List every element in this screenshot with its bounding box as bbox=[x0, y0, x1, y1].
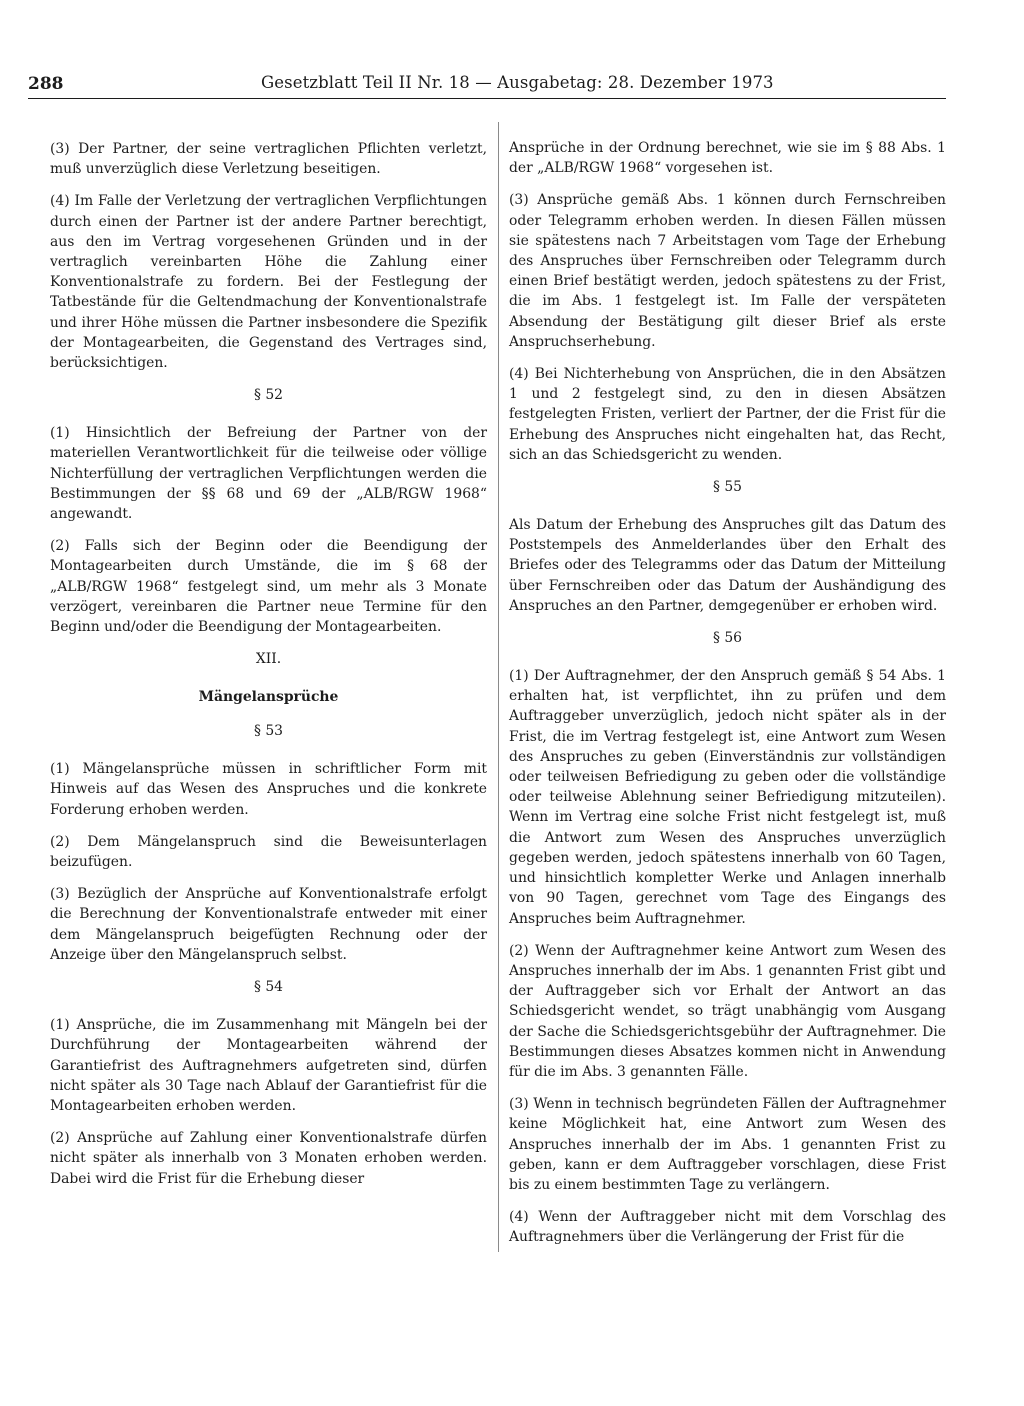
section-heading: § 54 bbox=[253, 979, 284, 996]
paragraph: (4) Wenn der Auftraggeber nicht mit dem Vorschlag des Auftragnehmers über die Verlängerung der Frist für die bbox=[509, 1209, 946, 1246]
column-divider bbox=[498, 122, 499, 1252]
paragraph: (2) Ansprüche auf Zahlung einer Konventionalstrafe dürfen nicht später als innerhalb von 3 Monaten erhoben werden. Dabei wird die Frist für die Erhebung dieser bbox=[50, 1130, 487, 1187]
paragraph: (1) Ansprüche, die im Zusammenhang mit Mängeln bei der Durchführung der Montagearbeiten während der Garantiefrist des Auftragnehmers aufgetreten sind, dürfen nicht später als 30 Tage nach Ablauf der Garantiefrist für die Montagearbeiten erhoben werden. bbox=[50, 1017, 487, 1114]
paragraph: (2) Wenn der Auftragnehmer keine Antwort zum Wesen des Anspruches innerhalb der im Abs. 1 genannten Frist gibt und der Auftraggeber sich vor Erhalt der Antwort an das Schiedsgericht wendet, so trägt unabhängig vom Ausgang der Sache die Schiedsgerichtsgebühr der Auftragnehmer. Die Bestimmungen dieses Absatzes kommen nicht in Anwendung für die im Abs. 3 genannten Fälle. bbox=[509, 942, 946, 1080]
section-heading: § 52 bbox=[253, 387, 284, 404]
paragraph: (3) Bezüglich der Ansprüche auf Konventionalstrafe erfolgt die Berechnung der Konventionalstrafe entweder mit einer dem Mängelanspruch beigefügten Rechnung oder der Anzeige über den Mängelanspruch selbst. bbox=[50, 886, 487, 963]
paragraph: (4) Bei Nichterhebung von Ansprüchen, die in den Absätzen 1 und 2 festgelegt sind, zu den in diesen Absätzen festgelegten Fristen, verliert der Partner, der die Frist für die Erhebung des Anspruches nicht eingehalten hat, das Recht, sich an das Schiedsgericht zu wenden. bbox=[509, 366, 946, 463]
section-heading: § 55 bbox=[712, 479, 743, 496]
section-heading: § 56 bbox=[712, 630, 743, 647]
paragraph: (4) Im Falle der Verletzung der vertraglichen Verpflichtungen durch einen der Partner ist der andere Partner berechtigt, aus den im Vertrag vorgesehenen Gründen und in der vertraglich vereinbarten Höhe die Zahlung einer Konventionalstrafe zu fordern. Bei der Festlegung der Tatbestände für die Geltendmachung der Konventionalstrafe und ihrer Höhe müssen die Partner insbesondere die Spezifik der Montagearbeiten, die Gegenstand des Vertrages sind, berücksichtigen. bbox=[50, 193, 487, 372]
paragraph: (2) Dem Mängelanspruch sind die Beweisunterlagen beizufügen. bbox=[50, 833, 487, 871]
paragraph: Ansprüche in der Ordnung berechnet, wie sie im § 88 Abs. 1 der „ALB/RGW 1968“ vorgesehen ist. bbox=[509, 140, 946, 177]
paragraph: (3) Wenn in technisch begründeten Fällen der Auftragnehmer keine Möglichkeit hat, eine Antwort zum Wesen des Anspruches innerhalb der im Abs. 1 genannten Frist zu geben, kann er dem Auftraggeber vorschlagen, diese Frist bis zu einem bestimmten Tage zu verlängern. bbox=[509, 1096, 946, 1193]
paragraph: (1) Der Auftragnehmer, der den Anspruch gemäß § 54 Abs. 1 erhalten hat, ist verpflichtet, ihn zu prüfen und dem Auftraggeber unverzüglich, jedoch nicht später als in der Frist, die im Vertrag festgelegt ist, eine Antwort zum Wesen des Anspruches zu geben (Einverständnis zur vollständigen oder teilweisen Befriedigung zu geben oder die vollständige oder teilweise Ablehnung seiner Befriedigung mitzuteilen). Wenn im Vertrag eine solche Frist nicht festgelegt ist, muß die Antwort zum Wesen des Anspruches unverzüglich gegeben werden, jedoch spätestens innerhalb von 60 Tagen, und hinsichtlich kompletter Werke und Anlagen innerhalb von 90 Tagen, gerechnet vom Tage des Eingangs des Anspruches beim Auftragnehmer. bbox=[509, 668, 946, 927]
page-header bbox=[28, 72, 946, 99]
page-number: 288 bbox=[28, 74, 64, 94]
section-heading: § 53 bbox=[253, 723, 284, 740]
paragraph: Als Datum der Erhebung des Anspruches gilt das Datum des Poststempels des Anmelderlandes über den Erhalt des Briefes oder des Telegramms oder das Datum der Mitteilung über Fernschreiben oder das Datum der Aushändigung des Anspruches an den Partner, demgegenüber er erhoben wird. bbox=[509, 517, 946, 614]
paragraph: (3) Der Partner, der seine vertraglichen Pflichten verletzt, muß unverzüglich diese Verletzung beseitigen. bbox=[50, 141, 487, 178]
chapter-title: Mängelansprüche bbox=[198, 689, 339, 706]
paragraph: (1) Mängelansprüche müssen in schriftlicher Form mit Hinweis auf das Wesen des Anspruches und die konkrete Forderung erhoben werden. bbox=[50, 761, 487, 818]
section-heading: XII. bbox=[255, 651, 282, 668]
right-column bbox=[509, 138, 946, 1260]
paragraph: (1) Hinsichtlich der Befreiung der Partner von der materiellen Verantwortlichkeit für die teilweise oder völlige Nichterfüllung der vertraglichen Verpflichtungen werden die Bestimmungen der §§ 68 und 69 der „ALB/RGW 1968“ angewandt. bbox=[50, 425, 487, 523]
paragraph: (3) Ansprüche gemäß Abs. 1 können durch Fernschreiben oder Telegramm erhoben werden. In diesen Fällen müssen sie spätestens nach 7 Arbeitstagen vom Tage der Erhebung des Anspruches über Fernschreiben oder Telegramm durch einen Brief bestätigt werden, jedoch spätestens zu der Frist, die im Abs. 1 festgelegt ist. Im Falle der verspäteten Absendung der Bestätigung gilt dieser Brief als erste Anspruchserhebung. bbox=[509, 192, 946, 350]
running-title: Gesetzblatt Teil II Nr. 18 — Ausgabetag: 28. Dezember 1973 bbox=[261, 73, 774, 92]
paragraph: (2) Falls sich der Beginn oder die Beendigung der Montagearbeiten durch Umstände, die im § 68 der „ALB/RGW 1968“ festgelegt sind, um mehr als 3 Monate verzögert, vereinbaren die Partner neue Termine für den Beginn und/oder die Beendigung der Montagearbeiten. bbox=[50, 538, 487, 636]
left-column bbox=[50, 139, 487, 1201]
